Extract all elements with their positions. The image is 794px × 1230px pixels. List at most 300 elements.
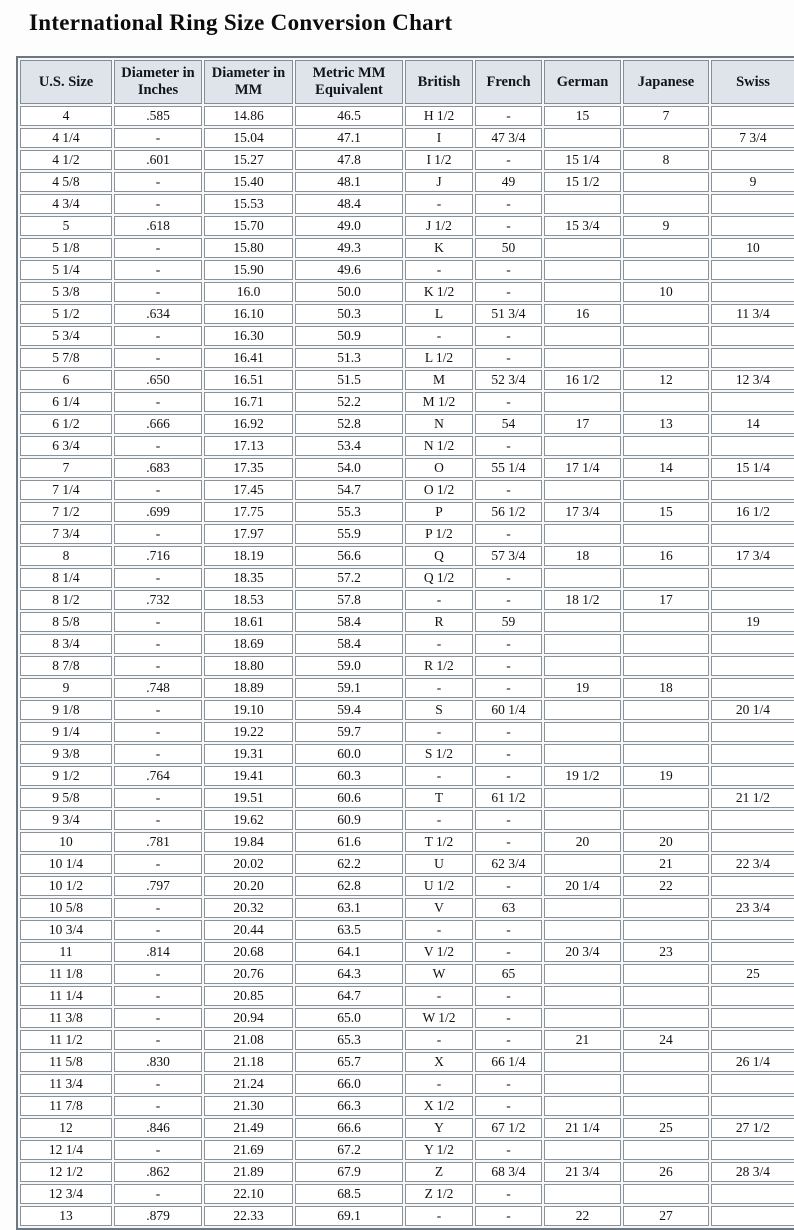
table-cell: 50 <box>475 238 542 258</box>
table-cell: 17.75 <box>204 502 293 522</box>
table-cell: - <box>114 326 202 346</box>
table-cell: - <box>114 656 202 676</box>
table-cell: 9 <box>20 678 112 698</box>
table-cell <box>544 1074 621 1094</box>
table-cell: 16 1/2 <box>711 502 794 522</box>
table-cell <box>623 1096 709 1116</box>
table-cell <box>711 282 794 302</box>
table-cell <box>711 678 794 698</box>
table-cell: .862 <box>114 1162 202 1182</box>
table-cell: 8 1/4 <box>20 568 112 588</box>
table-cell: L <box>405 304 473 324</box>
table-cell: 17.13 <box>204 436 293 456</box>
table-cell <box>544 238 621 258</box>
table-cell <box>623 744 709 764</box>
table-cell: 49.6 <box>295 260 403 280</box>
table-cell: 5 1/8 <box>20 238 112 258</box>
table-cell: 15 1/4 <box>544 150 621 170</box>
table-cell: 10 <box>623 282 709 302</box>
table-cell: 15.27 <box>204 150 293 170</box>
table-cell: 15 <box>623 502 709 522</box>
table-cell: 7 <box>623 106 709 126</box>
table-cell: 13 <box>20 1206 112 1226</box>
table-cell <box>544 722 621 742</box>
table-cell <box>711 568 794 588</box>
table-row <box>20 1140 794 1160</box>
table-cell: - <box>475 326 542 346</box>
table-row <box>20 106 794 126</box>
table-cell <box>711 1206 794 1226</box>
table-row <box>20 1052 794 1072</box>
table-cell <box>544 1140 621 1160</box>
table-cell <box>711 194 794 214</box>
table-cell: 15.80 <box>204 238 293 258</box>
table-cell <box>711 216 794 236</box>
table-cell: 9 5/8 <box>20 788 112 808</box>
table-cell: - <box>405 810 473 830</box>
table-cell <box>711 876 794 896</box>
table-row <box>20 238 794 258</box>
table-cell: - <box>475 260 542 280</box>
table-cell: .797 <box>114 876 202 896</box>
table-cell: 55.9 <box>295 524 403 544</box>
table-cell: 7 <box>20 458 112 478</box>
table-header <box>20 60 794 104</box>
table-cell: - <box>114 524 202 544</box>
table-cell: - <box>475 634 542 654</box>
table-cell: 6 3/4 <box>20 436 112 456</box>
table-cell: 50.9 <box>295 326 403 346</box>
table-cell: 57 3/4 <box>475 546 542 566</box>
table-cell <box>544 964 621 984</box>
table-cell: 20.32 <box>204 898 293 918</box>
table-row <box>20 1162 794 1182</box>
table-cell: 11 5/8 <box>20 1052 112 1072</box>
table-cell: 14 <box>711 414 794 434</box>
table-row <box>20 546 794 566</box>
table-cell: 9 1/2 <box>20 766 112 786</box>
table-cell: 12 3/4 <box>20 1184 112 1204</box>
table-cell <box>711 656 794 676</box>
table-cell: - <box>405 986 473 1006</box>
table-cell: 16.10 <box>204 304 293 324</box>
table-cell: 61.6 <box>295 832 403 852</box>
table-cell: 21.30 <box>204 1096 293 1116</box>
table-cell: 5 <box>20 216 112 236</box>
table-cell: 17.35 <box>204 458 293 478</box>
table-cell: - <box>114 348 202 368</box>
table-cell: 56.6 <box>295 546 403 566</box>
table-cell: - <box>114 1074 202 1094</box>
table-cell: 49.0 <box>295 216 403 236</box>
table-row <box>20 964 794 984</box>
table-row <box>20 744 794 764</box>
table-cell: - <box>114 854 202 874</box>
table-cell <box>711 1008 794 1028</box>
table-row <box>20 898 794 918</box>
table-row <box>20 656 794 676</box>
table-cell: 15 1/2 <box>544 172 621 192</box>
table-cell: 59.0 <box>295 656 403 676</box>
table-cell: 55.3 <box>295 502 403 522</box>
table-cell: 12 <box>20 1118 112 1138</box>
table-body <box>20 106 794 1226</box>
table-cell: 68.5 <box>295 1184 403 1204</box>
table-row <box>20 1206 794 1226</box>
table-cell <box>544 612 621 632</box>
table-cell: 5 7/8 <box>20 348 112 368</box>
table-cell <box>544 986 621 1006</box>
table-cell: 63.5 <box>295 920 403 940</box>
table-cell: 5 3/8 <box>20 282 112 302</box>
table-cell: - <box>475 832 542 852</box>
table-cell: - <box>475 1096 542 1116</box>
table-row <box>20 458 794 478</box>
table-cell: T <box>405 788 473 808</box>
table-cell: 18 <box>623 678 709 698</box>
table-cell: 66.0 <box>295 1074 403 1094</box>
table-cell: 20 <box>623 832 709 852</box>
table-cell: 12 1/4 <box>20 1140 112 1160</box>
table-cell: R <box>405 612 473 632</box>
table-cell: - <box>114 810 202 830</box>
table-cell: W 1/2 <box>405 1008 473 1028</box>
table-cell: - <box>475 1008 542 1028</box>
table-row <box>20 282 794 302</box>
table-cell: - <box>114 612 202 632</box>
table-cell: 5 3/4 <box>20 326 112 346</box>
table-cell: 15.04 <box>204 128 293 148</box>
table-cell: - <box>114 172 202 192</box>
table-cell: J 1/2 <box>405 216 473 236</box>
table-row <box>20 986 794 1006</box>
table-cell: 22 3/4 <box>711 854 794 874</box>
table-row <box>20 436 794 456</box>
table-cell: Q <box>405 546 473 566</box>
table-cell: 8 1/2 <box>20 590 112 610</box>
table-cell: 19 <box>623 766 709 786</box>
table-cell <box>623 700 709 720</box>
table-cell: 16.71 <box>204 392 293 412</box>
table-cell: 10 1/2 <box>20 876 112 896</box>
table-cell: H 1/2 <box>405 106 473 126</box>
table-cell <box>544 700 621 720</box>
table-cell: 21.24 <box>204 1074 293 1094</box>
table-cell: 16.92 <box>204 414 293 434</box>
table-cell <box>544 568 621 588</box>
table-row <box>20 1096 794 1116</box>
table-cell: - <box>475 480 542 500</box>
table-cell: 60 1/4 <box>475 700 542 720</box>
table-cell: 69.1 <box>295 1206 403 1226</box>
table-cell: - <box>114 1096 202 1116</box>
table-cell: I 1/2 <box>405 150 473 170</box>
table-cell: 12 1/2 <box>20 1162 112 1182</box>
table-cell <box>711 920 794 940</box>
table-cell: 13 <box>623 414 709 434</box>
table-cell: N 1/2 <box>405 436 473 456</box>
table-cell: .601 <box>114 150 202 170</box>
table-cell: X 1/2 <box>405 1096 473 1116</box>
table-cell: 67.2 <box>295 1140 403 1160</box>
table-cell <box>544 282 621 302</box>
table-cell <box>623 524 709 544</box>
table-cell: - <box>114 436 202 456</box>
table-row <box>20 854 794 874</box>
table-row <box>20 172 794 192</box>
table-row <box>20 216 794 236</box>
table-cell: S 1/2 <box>405 744 473 764</box>
table-cell: .814 <box>114 942 202 962</box>
table-cell: .748 <box>114 678 202 698</box>
table-cell: 59 <box>475 612 542 632</box>
table-cell: 66.6 <box>295 1118 403 1138</box>
table-cell: 47.8 <box>295 150 403 170</box>
table-cell: - <box>475 590 542 610</box>
table-cell: 19.84 <box>204 832 293 852</box>
column-header: German <box>544 60 621 104</box>
table-row <box>20 524 794 544</box>
table-cell: 48.4 <box>295 194 403 214</box>
table-cell: - <box>475 942 542 962</box>
table-cell: R 1/2 <box>405 656 473 676</box>
table-cell <box>623 238 709 258</box>
table-cell: - <box>114 744 202 764</box>
table-cell: - <box>405 766 473 786</box>
table-row <box>20 392 794 412</box>
table-cell: - <box>405 1030 473 1050</box>
table-cell: Y 1/2 <box>405 1140 473 1160</box>
table-row <box>20 1030 794 1050</box>
table-cell: 15.90 <box>204 260 293 280</box>
table-cell: - <box>114 568 202 588</box>
table-cell <box>711 348 794 368</box>
table-cell: - <box>114 238 202 258</box>
table-cell: - <box>405 920 473 940</box>
table-cell: .650 <box>114 370 202 390</box>
table-cell: - <box>114 1140 202 1160</box>
table-cell: 65.0 <box>295 1008 403 1028</box>
table-cell <box>623 1052 709 1072</box>
table-cell: 64.1 <box>295 942 403 962</box>
table-cell <box>623 612 709 632</box>
table-cell: - <box>405 634 473 654</box>
table-cell: - <box>405 1206 473 1226</box>
table-cell: 16 1/2 <box>544 370 621 390</box>
table-cell: 21.18 <box>204 1052 293 1072</box>
table-cell <box>544 1008 621 1028</box>
table-cell <box>711 722 794 742</box>
table-row <box>20 1074 794 1094</box>
table-cell <box>623 348 709 368</box>
table-cell <box>711 436 794 456</box>
page-title: International Ring Size Conversion Chart <box>29 10 453 35</box>
table-cell: 48.1 <box>295 172 403 192</box>
table-cell: I <box>405 128 473 148</box>
table-cell: 11 <box>20 942 112 962</box>
column-header: Japanese <box>623 60 709 104</box>
table-cell: 52.8 <box>295 414 403 434</box>
table-cell: 51.5 <box>295 370 403 390</box>
table-cell: 4 1/2 <box>20 150 112 170</box>
table-cell: 65 <box>475 964 542 984</box>
table-cell: 17 3/4 <box>711 546 794 566</box>
table-cell: U 1/2 <box>405 876 473 896</box>
table-row <box>20 722 794 742</box>
table-cell <box>623 722 709 742</box>
table-row <box>20 1008 794 1028</box>
table-cell: 11 3/4 <box>20 1074 112 1094</box>
table-cell: - <box>114 920 202 940</box>
table-cell: 7 1/4 <box>20 480 112 500</box>
table-cell: M <box>405 370 473 390</box>
table-cell: 24 <box>623 1030 709 1050</box>
column-header: Swiss <box>711 60 794 104</box>
table-cell: 5 1/2 <box>20 304 112 324</box>
table-cell <box>623 172 709 192</box>
table-cell: - <box>475 392 542 412</box>
table-cell: 17 <box>623 590 709 610</box>
table-cell: 9 3/8 <box>20 744 112 764</box>
table-cell: 11 7/8 <box>20 1096 112 1116</box>
table-cell <box>711 986 794 1006</box>
table-cell: U <box>405 854 473 874</box>
table-row <box>20 370 794 390</box>
table-cell: 11 1/4 <box>20 986 112 1006</box>
table-cell: 56 1/2 <box>475 502 542 522</box>
table-cell: 21 1/4 <box>544 1118 621 1138</box>
table-cell: 64.7 <box>295 986 403 1006</box>
table-cell: - <box>405 1074 473 1094</box>
table-cell <box>544 1052 621 1072</box>
table-cell: 58.4 <box>295 612 403 632</box>
table-cell <box>623 480 709 500</box>
table-row <box>20 128 794 148</box>
table-cell: 25 <box>711 964 794 984</box>
table-cell: - <box>475 524 542 544</box>
table-cell: 60.0 <box>295 744 403 764</box>
table-cell: - <box>475 150 542 170</box>
table-cell: 20.20 <box>204 876 293 896</box>
table-cell: - <box>114 898 202 918</box>
table-cell <box>623 634 709 654</box>
table-cell: 59.4 <box>295 700 403 720</box>
table-cell: - <box>475 194 542 214</box>
table-cell: 67.9 <box>295 1162 403 1182</box>
table-cell: 22.33 <box>204 1206 293 1226</box>
table-cell: 54.7 <box>295 480 403 500</box>
table-cell: 20.76 <box>204 964 293 984</box>
table-cell <box>711 480 794 500</box>
table-cell: 50.3 <box>295 304 403 324</box>
table-cell: 17 1/4 <box>544 458 621 478</box>
table-cell <box>711 326 794 346</box>
table-row <box>20 194 794 214</box>
table-cell <box>623 1074 709 1094</box>
table-cell: - <box>405 260 473 280</box>
table-cell <box>544 744 621 764</box>
table-cell <box>544 788 621 808</box>
table-cell: V 1/2 <box>405 942 473 962</box>
table-cell: 50.0 <box>295 282 403 302</box>
table-row <box>20 1118 794 1138</box>
table-cell <box>544 1096 621 1116</box>
table-cell: 14.86 <box>204 106 293 126</box>
table-cell: 15 1/4 <box>711 458 794 478</box>
table-cell: 60.3 <box>295 766 403 786</box>
table-row <box>20 502 794 522</box>
table-row <box>20 678 794 698</box>
table-cell: 8 <box>20 546 112 566</box>
table-cell: 19.51 <box>204 788 293 808</box>
table-cell: 9 3/4 <box>20 810 112 830</box>
table-row <box>20 810 794 830</box>
table-cell: 8 <box>623 150 709 170</box>
table-cell <box>544 524 621 544</box>
table-cell: - <box>114 128 202 148</box>
table-cell: 18 <box>544 546 621 566</box>
table-cell <box>544 656 621 676</box>
table-cell <box>711 1074 794 1094</box>
table-cell <box>623 788 709 808</box>
table-cell <box>544 1184 621 1204</box>
table-cell <box>711 744 794 764</box>
table-cell: 49 <box>475 172 542 192</box>
table-cell: - <box>475 1140 542 1160</box>
table-cell: - <box>475 282 542 302</box>
table-cell: - <box>405 326 473 346</box>
table-cell: 26 <box>623 1162 709 1182</box>
table-cell: M 1/2 <box>405 392 473 412</box>
table-cell: 21 <box>623 854 709 874</box>
table-cell: - <box>114 722 202 742</box>
table-cell: 54 <box>475 414 542 434</box>
table-cell: 11 3/4 <box>711 304 794 324</box>
table-cell: 9 1/8 <box>20 700 112 720</box>
table-cell: .716 <box>114 546 202 566</box>
table-cell: 20.94 <box>204 1008 293 1028</box>
table-cell: 19.22 <box>204 722 293 742</box>
table-cell: 62.2 <box>295 854 403 874</box>
table-cell: J <box>405 172 473 192</box>
table-cell: - <box>114 260 202 280</box>
table-cell: 27 1/2 <box>711 1118 794 1138</box>
table-cell: 11 1/8 <box>20 964 112 984</box>
table-row <box>20 700 794 720</box>
table-cell <box>544 634 621 654</box>
table-cell <box>623 1140 709 1160</box>
table-cell: K 1/2 <box>405 282 473 302</box>
table-cell <box>711 766 794 786</box>
table-row <box>20 326 794 346</box>
table-cell: V <box>405 898 473 918</box>
table-cell <box>623 260 709 280</box>
table-cell: 51 3/4 <box>475 304 542 324</box>
table-row <box>20 590 794 610</box>
table-cell: 17 <box>544 414 621 434</box>
table-cell: 20.68 <box>204 942 293 962</box>
table-cell: 6 <box>20 370 112 390</box>
table-cell: 19 <box>711 612 794 632</box>
table-cell: L 1/2 <box>405 348 473 368</box>
table-cell: 65.7 <box>295 1052 403 1072</box>
table-cell: - <box>475 1206 542 1226</box>
table-cell: W <box>405 964 473 984</box>
table-row <box>20 304 794 324</box>
table-row <box>20 766 794 786</box>
table-cell <box>711 1140 794 1160</box>
table-cell: .764 <box>114 766 202 786</box>
